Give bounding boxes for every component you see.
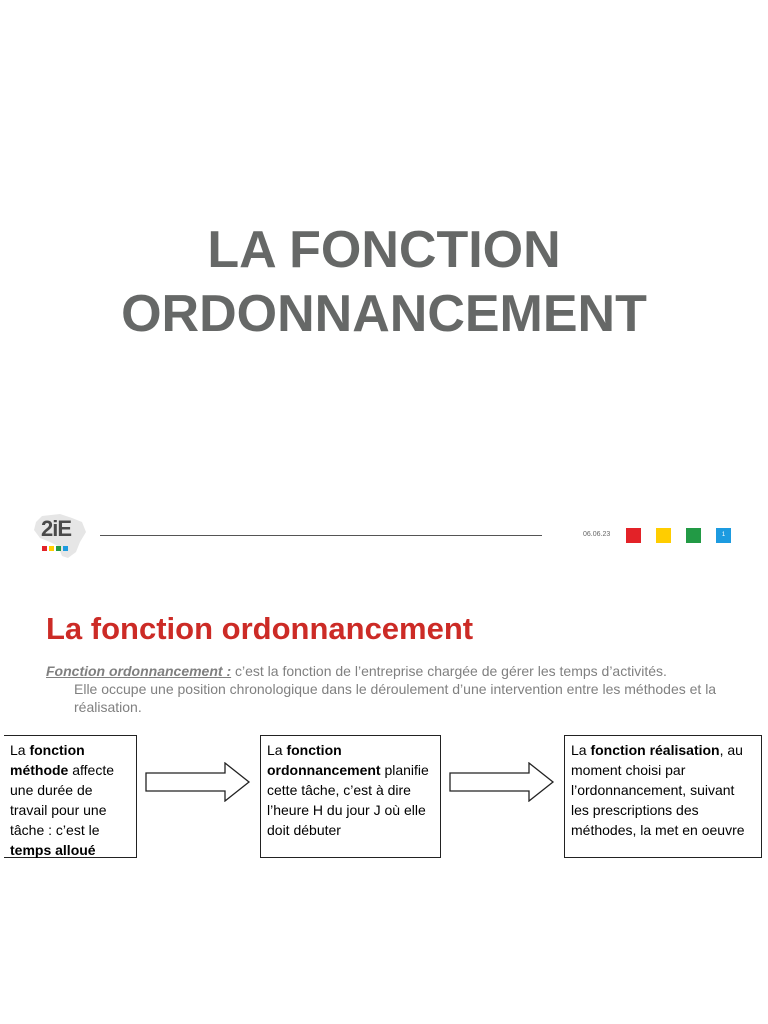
definition-paragraph <box>46 662 736 716</box>
box-text: La <box>571 742 591 758</box>
box-bold: fonction méthode <box>10 742 85 778</box>
methode-box <box>4 735 137 858</box>
cover-title-line1: LA FONCTION <box>207 221 561 279</box>
box-text: La <box>267 742 287 758</box>
box-text: , au moment choisi par l’ordonnancement, suivant les prescriptions des méthodes, la met en oeuvre <box>571 742 745 838</box>
definition-text-2: Elle occupe une position chronologique dans le déroulement d’une intervention entre les méthodes et la réalisation. <box>74 681 717 715</box>
cover-title-line2: ORDONNANCEMENT <box>121 285 647 343</box>
right-arrow-icon <box>145 762 251 802</box>
yellow-square-icon <box>656 528 671 543</box>
logo-text: 2iE <box>41 516 72 541</box>
header-divider <box>100 535 542 536</box>
cover-title <box>0 218 768 346</box>
box-text: planifie cette tâche, c’est à dire l’heure H du jour J où elle doit débuter <box>267 762 429 838</box>
slide-heading: La fonction ordonnancement <box>46 611 474 646</box>
box-bold: temps alloué <box>10 842 96 858</box>
realisation-box <box>564 735 762 858</box>
page-number: 1 <box>716 528 731 543</box>
slide-date: 06.06.23 <box>583 531 611 538</box>
2ie-logo <box>32 512 88 560</box>
definition-term: Fonction ordonnancement : <box>46 663 232 679</box>
green-square-icon <box>686 528 701 543</box>
definition-text-1: c’est la fonction de l’entreprise chargée de gérer les temps d’activités. <box>231 663 667 679</box>
box-text: affecte une durée de travail pour une tâche : c’est le <box>10 762 115 838</box>
ordonnancement-box <box>260 735 441 858</box>
red-square-icon <box>626 528 641 543</box>
box-bold: fonction réalisation <box>590 742 720 758</box>
right-arrow-icon <box>449 762 555 802</box>
box-text: La <box>10 742 30 758</box>
box-bold: fonction ordonnancement <box>267 742 381 778</box>
